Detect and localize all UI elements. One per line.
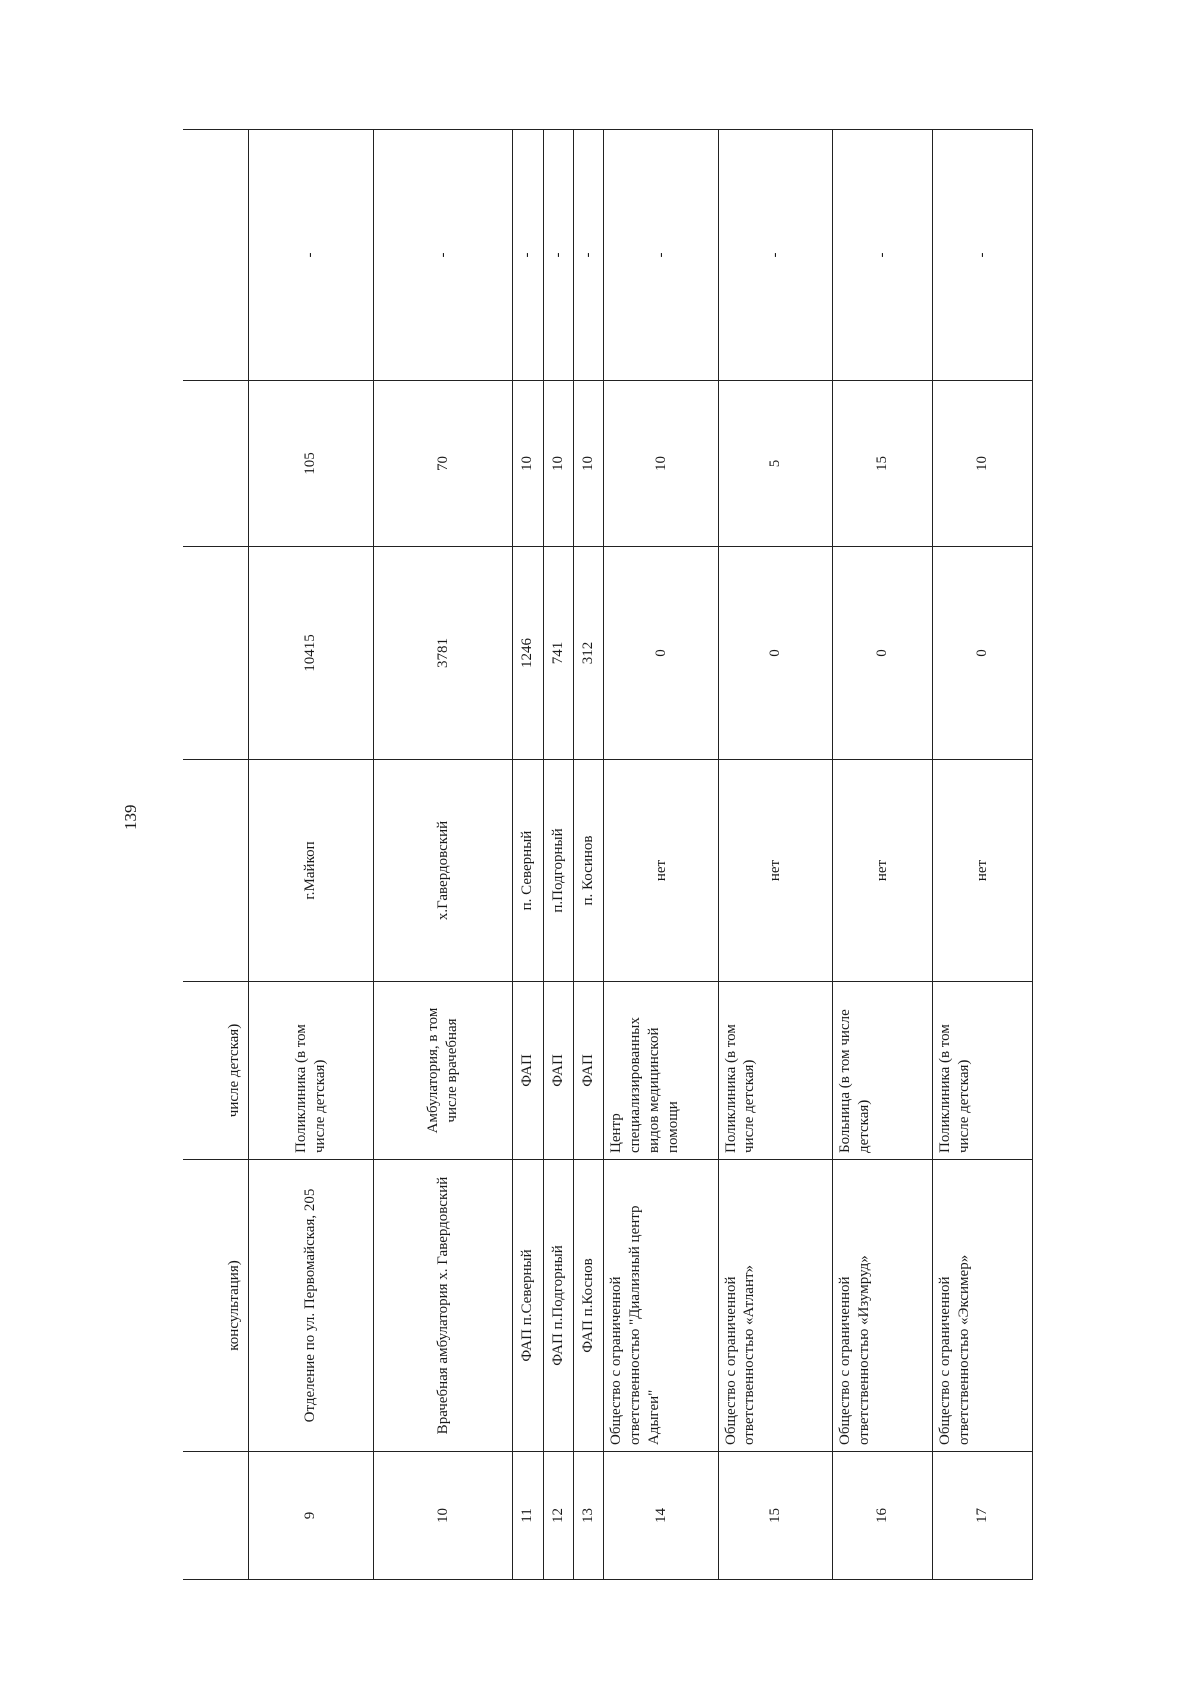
value-2: 10 xyxy=(513,381,543,547)
table-row xyxy=(543,130,573,1580)
header-cont-value-3 xyxy=(183,130,248,381)
settlement: г.Майкоп xyxy=(248,760,373,982)
value-2: 10 xyxy=(932,381,1032,547)
organization-name: Врачебная амбулатория х. Гавердовский xyxy=(373,1160,512,1452)
value-3: - xyxy=(513,130,543,381)
value-2: 5 xyxy=(718,381,832,547)
header-cont-organization-name: консультация) xyxy=(183,1160,248,1452)
value-1: 0 xyxy=(832,547,932,760)
settlement: п. Северный xyxy=(513,760,543,982)
table-row xyxy=(513,130,543,1580)
value-2: 105 xyxy=(248,381,373,547)
organization-type: Поликлиника (в том числе детская) xyxy=(718,982,832,1160)
value-3: - xyxy=(718,130,832,381)
organization-type: ФАП xyxy=(543,982,573,1160)
header-cont-value-2 xyxy=(183,381,248,547)
settlement: п. Косинов xyxy=(573,760,603,982)
value-3: - xyxy=(543,130,573,381)
table-row xyxy=(248,130,373,1580)
value-2: 70 xyxy=(373,381,512,547)
value-2: 10 xyxy=(543,381,573,547)
value-3: - xyxy=(573,130,603,381)
medical-organizations-table xyxy=(183,129,1033,1580)
table-row xyxy=(573,130,603,1580)
row-number: 16 xyxy=(832,1452,932,1580)
table-container xyxy=(183,130,1033,1580)
organization-type: Поликлиника (в том числе детская) xyxy=(248,982,373,1160)
value-1: 1246 xyxy=(513,547,543,760)
settlement: нет xyxy=(718,760,832,982)
row-number: 11 xyxy=(513,1452,543,1580)
organization-name: Общество с ограниченной ответственностью «Атлант» xyxy=(718,1160,832,1452)
organization-name: ФАП п.Северный xyxy=(513,1160,543,1452)
value-2: 10 xyxy=(573,381,603,547)
organization-type: Больница (в том числе детская) xyxy=(832,982,932,1160)
row-number: 9 xyxy=(248,1452,373,1580)
settlement: х.Гавердовский xyxy=(373,760,512,982)
organization-type: ФАП xyxy=(573,982,603,1160)
header-cont-row-number xyxy=(183,1452,248,1580)
page-number: 139 xyxy=(121,804,140,830)
header-continuation-row xyxy=(183,130,248,1580)
value-3: - xyxy=(932,130,1032,381)
organization-type: Амбулатория, в том числе врачебная xyxy=(373,982,512,1160)
table-row xyxy=(932,130,1032,1580)
table-row xyxy=(604,130,718,1580)
organization-name: ФАП п.Коснов xyxy=(573,1160,603,1452)
value-2: 15 xyxy=(832,381,932,547)
organization-name: Общество с ограниченной ответственностью "Диализный центр Адыгеи" xyxy=(604,1160,718,1452)
organization-name: Общество с ограниченной ответственностью «Изумруд» xyxy=(832,1160,932,1452)
row-number: 12 xyxy=(543,1452,573,1580)
value-3: - xyxy=(373,130,512,381)
table-row xyxy=(718,130,832,1580)
organization-name: ФАП п.Подгорный xyxy=(543,1160,573,1452)
row-number: 13 xyxy=(573,1452,603,1580)
row-number: 15 xyxy=(718,1452,832,1580)
value-1: 3781 xyxy=(373,547,512,760)
settlement: нет xyxy=(932,760,1032,982)
organization-name: Отделение по ул. Первомайская, 205 xyxy=(248,1160,373,1452)
row-number: 14 xyxy=(604,1452,718,1580)
value-3: - xyxy=(248,130,373,381)
organization-type: ФАП xyxy=(513,982,543,1160)
organization-name: Общество с ограниченной ответственностью «Эксимер» xyxy=(932,1160,1032,1452)
settlement: п.Подгорный xyxy=(543,760,573,982)
settlement: нет xyxy=(832,760,932,982)
value-1: 0 xyxy=(932,547,1032,760)
value-3: - xyxy=(832,130,932,381)
value-2: 10 xyxy=(604,381,718,547)
header-cont-settlement xyxy=(183,760,248,982)
row-number: 17 xyxy=(932,1452,1032,1580)
table-row xyxy=(373,130,512,1580)
value-1: 0 xyxy=(604,547,718,760)
value-1: 741 xyxy=(543,547,573,760)
settlement: нет xyxy=(604,760,718,982)
organization-type: Поликлиника (в том числе детская) xyxy=(932,982,1032,1160)
table-row xyxy=(832,130,932,1580)
value-1: 10415 xyxy=(248,547,373,760)
value-1: 0 xyxy=(718,547,832,760)
header-cont-value-1 xyxy=(183,547,248,760)
row-number: 10 xyxy=(373,1452,512,1580)
value-1: 312 xyxy=(573,547,603,760)
organization-type: Центр специализированных видов медицинской помощи xyxy=(604,982,718,1160)
header-cont-organization-type: числе детская) xyxy=(183,982,248,1160)
value-3: - xyxy=(604,130,718,381)
